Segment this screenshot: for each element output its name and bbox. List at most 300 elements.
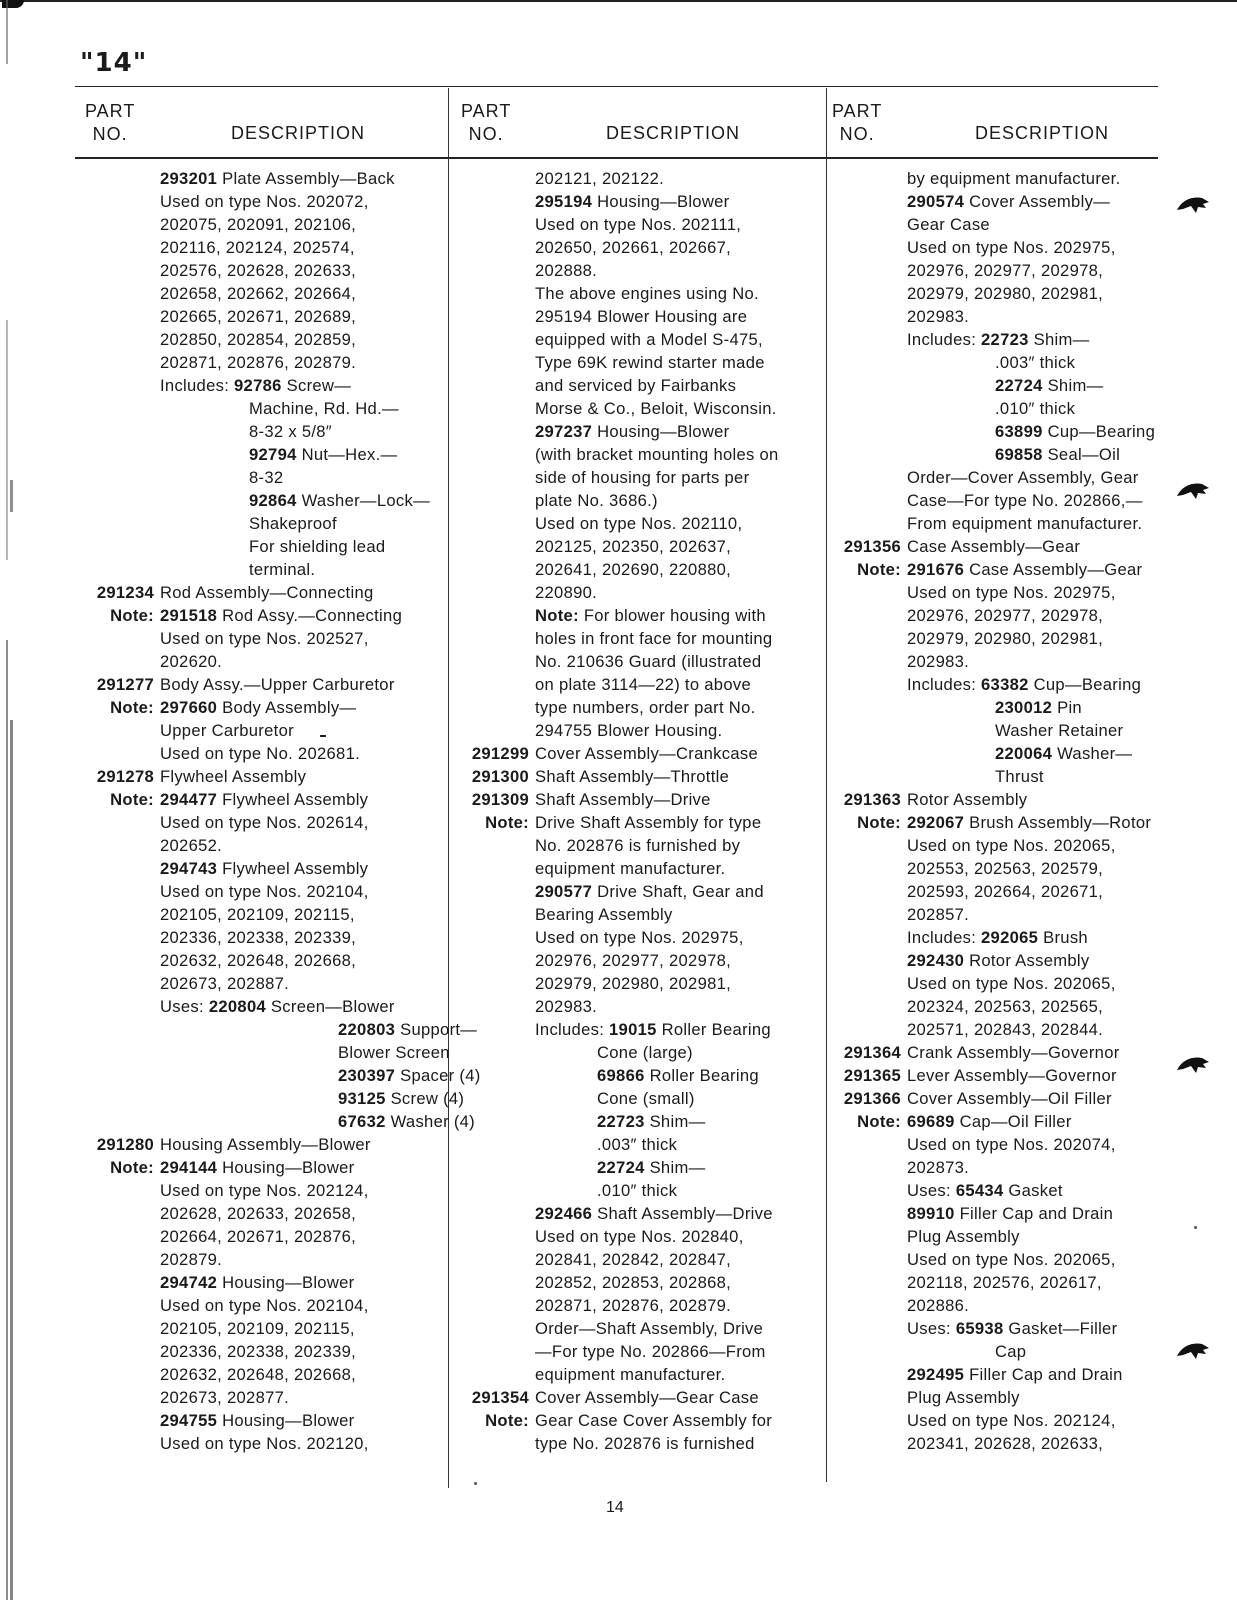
part-number-ref: 293201	[160, 169, 218, 188]
list-item	[80, 305, 446, 328]
list-item	[455, 1317, 825, 1340]
list-item	[455, 167, 825, 190]
part-description: type No. 202876 is furnished	[535, 1434, 755, 1453]
part-description: 230012 Pin	[995, 698, 1082, 717]
list-item	[80, 1340, 446, 1363]
part-number: 291365	[843, 1066, 901, 1085]
part-description: 89910 Filler Cap and Drain	[907, 1204, 1114, 1223]
part-description: Used on type Nos. 202104,	[160, 882, 369, 901]
part-description: Used on type Nos. 202065,	[907, 974, 1116, 993]
list-item	[80, 1363, 446, 1386]
part-description: Used on type No. 202681.	[160, 744, 361, 763]
note-label: Note:	[110, 698, 154, 717]
part-description: .010″ thick	[597, 1181, 678, 1200]
part-description: 202620.	[160, 652, 223, 671]
part-description: 202841, 202842, 202847,	[535, 1250, 732, 1269]
list-item	[827, 857, 1167, 880]
part-description: terminal.	[249, 560, 316, 579]
part-description: Includes: 292065 Brush	[907, 928, 1088, 947]
list-item	[455, 696, 825, 719]
part-description: —For type No. 202866—From	[535, 1342, 766, 1361]
list-item	[827, 512, 1167, 535]
list-item	[827, 1156, 1167, 1179]
part-number: 291300	[471, 767, 529, 786]
part-description: 202075, 202091, 202106,	[160, 215, 357, 234]
table-header-rule	[75, 157, 1158, 159]
list-item	[827, 1409, 1167, 1432]
part-description: Used on type Nos. 202065,	[907, 1250, 1116, 1269]
list-item	[827, 1386, 1167, 1409]
part-number-ref: 291676	[907, 560, 965, 579]
list-item	[827, 995, 1167, 1018]
part-description: Used on type Nos. 202975,	[535, 928, 744, 947]
list-item	[827, 1248, 1167, 1271]
description-heading: DESCRIPTION	[231, 123, 366, 143]
part-description: Washer Retainer	[995, 721, 1124, 740]
part-description: 202336, 202338, 202339,	[160, 1342, 357, 1361]
part-description: 22723 Shim—	[597, 1112, 706, 1131]
list-item	[827, 1340, 1167, 1363]
part-description: and serviced by Fairbanks	[535, 376, 737, 395]
list-item	[455, 1340, 825, 1363]
list-item	[80, 1156, 446, 1179]
list-item	[80, 742, 446, 765]
part-number: 291234	[96, 583, 154, 602]
part-number-ref: 294743	[160, 859, 218, 878]
list-item	[827, 1317, 1167, 1340]
list-item	[827, 558, 1167, 581]
note-label: Note:	[857, 560, 901, 579]
part-number-ref: 22723	[597, 1112, 645, 1131]
part-description: Cover Assembly—Crankcase	[535, 744, 758, 763]
part-description: Includes: 92786 Screw—	[160, 376, 352, 395]
part-description: 202650, 202661, 202667,	[535, 238, 732, 257]
part-description: .010″ thick	[995, 399, 1076, 418]
part-number: 291366	[843, 1089, 901, 1108]
part-description: 202983.	[907, 652, 970, 671]
list-item	[827, 1110, 1167, 1133]
list-item	[827, 374, 1167, 397]
list-item	[80, 213, 446, 236]
part-description: .003″ thick	[995, 353, 1076, 372]
list-item	[455, 627, 825, 650]
part-description: Used on type Nos. 202110,	[535, 514, 743, 533]
list-item	[827, 765, 1167, 788]
list-item	[80, 1018, 478, 1041]
description-heading: DESCRIPTION	[606, 123, 741, 143]
list-item	[455, 1064, 825, 1087]
part-number-ref: 22724	[597, 1158, 645, 1177]
list-item	[455, 351, 825, 374]
part-description: Flywheel Assembly	[160, 767, 307, 786]
part-description: Body Assy.—Upper Carburetor	[160, 675, 395, 694]
list-item	[455, 420, 825, 443]
part-description: 202673, 202887.	[160, 974, 290, 993]
part-number: 291364	[843, 1043, 901, 1062]
part-description: Order—Cover Assembly, Gear	[907, 468, 1139, 487]
list-item	[827, 1133, 1167, 1156]
part-description: 202852, 202853, 202868,	[535, 1273, 732, 1292]
part-description: holes in front face for mounting	[535, 629, 773, 648]
part-description: 293201 Plate Assembly—Back	[160, 169, 395, 188]
part-description: 202658, 202662, 202664,	[160, 284, 357, 303]
list-item	[827, 1363, 1167, 1386]
list-item	[80, 443, 446, 466]
list-item	[455, 1179, 825, 1202]
list-item	[80, 259, 446, 282]
list-item	[827, 742, 1167, 765]
list-item	[827, 834, 1167, 857]
list-item	[455, 857, 825, 880]
part-description: 290574 Cover Assembly—	[907, 192, 1111, 211]
list-item	[455, 581, 825, 604]
part-description: Includes: 63382 Cup—Bearing	[907, 675, 1142, 694]
part-description: Used on type Nos. 202840,	[535, 1227, 744, 1246]
part-description: 202857.	[907, 905, 970, 924]
list-item	[80, 949, 446, 972]
part-description: 202641, 202690, 220880,	[535, 560, 732, 579]
part-no-heading: PART NO.	[461, 101, 512, 144]
part-number-ref: 67632	[338, 1112, 386, 1131]
list-item	[455, 1041, 825, 1064]
list-item	[455, 1294, 825, 1317]
scan-speck	[320, 735, 326, 737]
page-marker: "14"	[80, 48, 148, 78]
part-description: 202121, 202122.	[535, 169, 665, 188]
part-description: 202983.	[535, 997, 598, 1016]
part-description: 220890.	[535, 583, 598, 602]
part-number-ref: 92786	[234, 376, 282, 395]
list-item	[455, 719, 825, 742]
list-item	[455, 742, 825, 765]
part-description: Lever Assembly—Governor	[907, 1066, 1117, 1085]
part-description: 202979, 202980, 202981,	[907, 284, 1104, 303]
part-description: Used on type Nos. 202527,	[160, 629, 369, 648]
note-label: Note:	[857, 1112, 901, 1131]
part-description: side of housing for parts per	[535, 468, 750, 487]
list-item	[80, 788, 446, 811]
scan-speck	[474, 1482, 477, 1485]
list-item	[455, 1248, 825, 1271]
list-item	[455, 374, 825, 397]
list-item	[455, 1087, 825, 1110]
part-description: 292430 Rotor Assembly	[907, 951, 1090, 970]
part-description: equipment manufacturer.	[535, 859, 726, 878]
part-description: 8-32 x 5/8″	[249, 422, 332, 441]
list-item	[80, 282, 446, 305]
list-item	[80, 903, 446, 926]
list-item	[455, 650, 825, 673]
note-label: Note:	[857, 813, 901, 832]
list-item	[827, 719, 1167, 742]
part-no-heading: PART NO.	[832, 101, 883, 144]
scan-mark-icon	[1176, 1342, 1210, 1362]
part-description: 202576, 202628, 202633,	[160, 261, 357, 280]
list-item	[455, 1156, 825, 1179]
part-number-ref: 291518	[160, 606, 218, 625]
part-description: 202664, 202671, 202876,	[160, 1227, 357, 1246]
list-item	[827, 673, 1167, 696]
part-description: Used on type Nos. 202072,	[160, 192, 369, 211]
part-number-ref: 89910	[907, 1204, 955, 1223]
part-description: Uses: 65434 Gasket	[907, 1181, 1063, 1200]
part-description: 294755 Blower Housing.	[535, 721, 723, 740]
list-item	[827, 1294, 1167, 1317]
list-item	[80, 719, 446, 742]
part-description: 294477 Flywheel Assembly	[160, 790, 369, 809]
part-description: The above engines using No.	[535, 284, 759, 303]
part-description: 292495 Filler Cap and Drain	[907, 1365, 1123, 1384]
list-item	[827, 1179, 1167, 1202]
list-item	[455, 926, 825, 949]
page-number: 14	[606, 1499, 624, 1516]
part-number: 291356	[843, 537, 901, 556]
part-number-ref: 220804	[208, 997, 266, 1016]
list-item	[827, 443, 1167, 466]
part-number-ref: 290574	[907, 192, 965, 211]
part-description: Machine, Rd. Hd.—	[249, 399, 399, 418]
part-description: 22724 Shim—	[995, 376, 1104, 395]
part-number-ref: 220064	[995, 744, 1053, 763]
column-header	[828, 96, 1158, 154]
part-number-ref: 295194	[535, 192, 593, 211]
part-description: Crank Assembly—Governor	[907, 1043, 1120, 1062]
part-description: plate No. 3686.)	[535, 491, 658, 510]
list-item	[455, 535, 825, 558]
list-item	[827, 880, 1167, 903]
list-item	[80, 420, 446, 443]
part-description: 202125, 202350, 202637,	[535, 537, 732, 556]
list-item	[80, 581, 446, 604]
list-item	[827, 167, 1167, 190]
part-number-ref: 22723	[981, 330, 1029, 349]
part-description: 202628, 202633, 202658,	[160, 1204, 357, 1223]
part-description: Morse & Co., Beloit, Wisconsin.	[535, 399, 777, 418]
list-item	[80, 811, 446, 834]
part-description: .003″ thick	[597, 1135, 678, 1154]
list-item	[80, 1041, 450, 1064]
part-description: Upper Carburetor	[160, 721, 294, 740]
part-number: 291309	[471, 790, 529, 809]
list-item	[455, 328, 825, 351]
list-item	[455, 466, 825, 489]
part-description: 294144 Housing—Blower	[160, 1158, 355, 1177]
part-description: Gear Case	[907, 215, 990, 234]
list-item	[80, 650, 446, 673]
part-number-ref: 292466	[535, 1204, 593, 1223]
part-description: 92794 Nut—Hex.—	[249, 445, 398, 464]
list-item	[80, 1110, 476, 1133]
part-description: 93125 Screw (4)	[338, 1089, 465, 1108]
list-item	[80, 512, 446, 535]
part-description: 202118, 202576, 202617,	[907, 1273, 1102, 1292]
list-item	[80, 1248, 446, 1271]
list-item	[455, 236, 825, 259]
list-item	[827, 1432, 1167, 1455]
part-number: 291299	[471, 744, 529, 763]
part-number-ref: 69858	[995, 445, 1043, 464]
part-description: Gear Case Cover Assembly for	[535, 1411, 773, 1430]
part-number-ref: 65434	[955, 1181, 1004, 1200]
list-item	[827, 466, 1167, 489]
list-item	[455, 811, 825, 834]
list-item	[80, 627, 446, 650]
part-description: 290577 Drive Shaft, Gear and	[535, 882, 764, 901]
list-item	[80, 397, 446, 420]
part-description: No. 210636 Guard (illustrated	[535, 652, 762, 671]
part-description: Cap	[995, 1342, 1027, 1361]
list-item	[80, 1294, 446, 1317]
part-description: Used on type Nos. 202065,	[907, 836, 1116, 855]
part-description: 202324, 202563, 202565,	[907, 997, 1104, 1016]
list-item	[80, 1064, 481, 1087]
list-item	[80, 489, 446, 512]
part-number: 291354	[471, 1388, 529, 1407]
list-item	[827, 1087, 1167, 1110]
list-item	[827, 489, 1167, 512]
list-item	[455, 673, 825, 696]
part-description: Blower Screen	[338, 1043, 450, 1062]
part-description: Shaft Assembly—Drive	[535, 790, 711, 809]
part-number-ref: 294742	[160, 1273, 218, 1292]
part-description: Uses: 220804 Screen—Blower	[160, 997, 395, 1016]
list-item	[455, 1225, 825, 1248]
list-item	[827, 811, 1167, 834]
parts-column	[827, 167, 1167, 1455]
note-label: Note:	[485, 813, 529, 832]
note-label: Note:	[110, 790, 154, 809]
list-item	[455, 397, 825, 420]
part-number-ref: 297237	[535, 422, 593, 441]
part-description: 202976, 202977, 202978,	[535, 951, 732, 970]
part-description: Uses: 65938 Gasket—Filler	[907, 1319, 1118, 1338]
part-description: Shakeproof	[249, 514, 337, 533]
part-number-ref: 19015	[609, 1020, 657, 1039]
part-number-ref: 63382	[981, 675, 1029, 694]
part-description: Used on type Nos. 202614,	[160, 813, 369, 832]
list-item	[827, 282, 1167, 305]
list-item	[80, 466, 446, 489]
list-item	[827, 1225, 1167, 1248]
part-description: Includes: 22723 Shim—	[907, 330, 1090, 349]
part-description: Used on type Nos. 202111,	[535, 215, 742, 234]
list-item	[80, 167, 446, 190]
part-description: Used on type Nos. 202975,	[907, 583, 1116, 602]
part-number: 291363	[843, 790, 901, 809]
list-item	[80, 236, 446, 259]
part-description: 297660 Body Assembly—	[160, 698, 357, 717]
list-item	[455, 213, 825, 236]
part-description: 202979, 202980, 202981,	[535, 974, 732, 993]
list-item	[80, 604, 446, 627]
part-description: 69858 Seal—Oil	[995, 445, 1121, 464]
note-label: Note:	[485, 1411, 529, 1430]
part-description: Drive Shaft Assembly for type	[535, 813, 762, 832]
parts-column	[455, 167, 825, 1455]
list-item	[455, 1363, 825, 1386]
list-item	[80, 328, 446, 351]
part-description: 202976, 202977, 202978,	[907, 606, 1104, 625]
list-item	[80, 972, 446, 995]
list-item	[455, 788, 825, 811]
list-item	[455, 1202, 825, 1225]
list-item	[827, 190, 1167, 213]
list-item	[827, 1064, 1167, 1087]
part-description: 22724 Shim—	[597, 1158, 706, 1177]
part-description: 202652.	[160, 836, 223, 855]
list-item	[80, 1179, 446, 1202]
list-item	[80, 857, 446, 880]
part-description: 202871, 202876, 202879.	[535, 1296, 732, 1315]
description-heading: DESCRIPTION	[975, 123, 1110, 143]
part-description: 67632 Washer (4)	[338, 1112, 476, 1131]
part-description: Includes: 19015 Roller Bearing	[535, 1020, 771, 1039]
part-number-ref: 292067	[907, 813, 965, 832]
scan-speck	[1194, 1226, 1197, 1229]
list-item	[827, 397, 1167, 420]
list-item	[455, 949, 825, 972]
list-item	[455, 995, 825, 1018]
part-number-ref: 290577	[535, 882, 593, 901]
part-number: 291277	[96, 675, 154, 694]
part-description: Case—For type No. 202866,—	[907, 491, 1143, 510]
list-item	[455, 443, 825, 466]
list-item	[80, 558, 446, 581]
list-item	[455, 1386, 825, 1409]
list-item	[80, 1225, 446, 1248]
part-description: 292466 Shaft Assembly—Drive	[535, 1204, 773, 1223]
part-no-heading: PART NO.	[85, 101, 136, 144]
part-description: 297237 Housing—Blower	[535, 422, 730, 441]
list-item	[455, 903, 825, 926]
list-item	[80, 1409, 446, 1432]
part-description: 202665, 202671, 202689,	[160, 307, 357, 326]
part-description: Used on type Nos. 202975,	[907, 238, 1116, 257]
part-description: Cover Assembly—Gear Case	[535, 1388, 759, 1407]
part-number-ref: 69689	[907, 1112, 955, 1131]
list-item	[827, 1202, 1167, 1225]
part-description: 292067 Brush Assembly—Rotor	[907, 813, 1152, 832]
part-description: 69689 Cap—Oil Filler	[907, 1112, 1072, 1131]
list-item	[80, 374, 446, 397]
part-description: 220803 Support—	[338, 1020, 478, 1039]
list-item	[455, 259, 825, 282]
list-item	[80, 190, 446, 213]
list-item	[827, 949, 1167, 972]
part-description: 202888.	[535, 261, 598, 280]
part-description: 294755 Housing—Blower	[160, 1411, 355, 1430]
part-description: Case Assembly—Gear	[907, 537, 1081, 556]
part-description: For shielding lead	[249, 537, 386, 556]
part-description: From equipment manufacturer.	[907, 514, 1143, 533]
note-label: Note:	[110, 606, 154, 625]
list-item	[827, 1018, 1167, 1041]
list-item	[827, 903, 1167, 926]
list-item	[80, 926, 446, 949]
part-description: 295194 Blower Housing are	[535, 307, 748, 326]
list-item	[827, 1041, 1167, 1064]
part-description: 230397 Spacer (4)	[338, 1066, 481, 1085]
part-description: Housing Assembly—Blower	[160, 1135, 371, 1154]
part-description: 220064 Washer—	[995, 744, 1133, 763]
list-item	[455, 512, 825, 535]
list-item	[827, 259, 1167, 282]
part-description: No. 202876 is furnished by	[535, 836, 741, 855]
part-number-ref: 297660	[160, 698, 218, 717]
list-item	[827, 926, 1167, 949]
list-item	[827, 305, 1167, 328]
list-item	[80, 1386, 446, 1409]
